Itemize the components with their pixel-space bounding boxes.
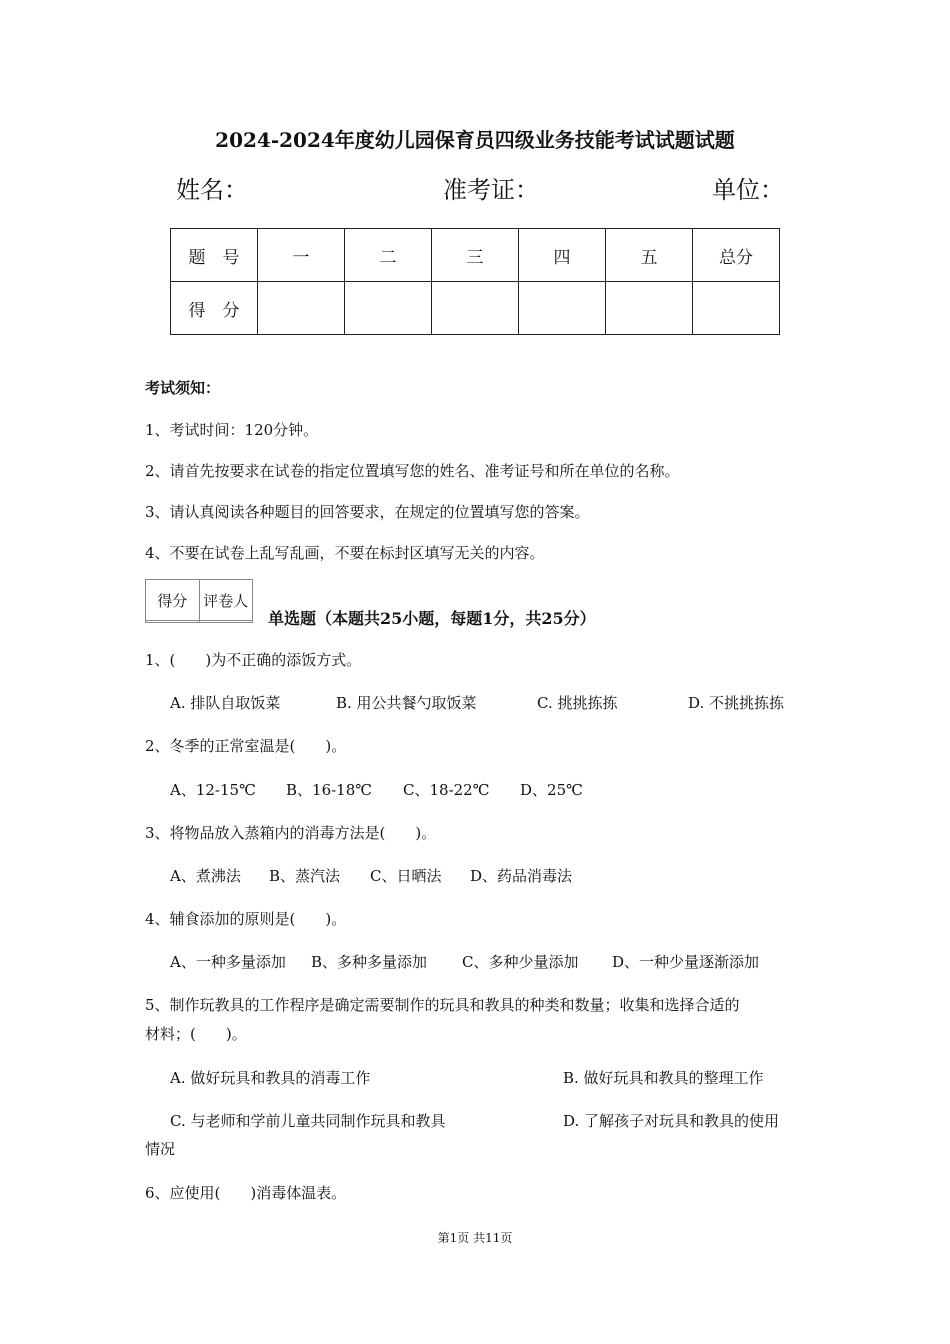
score-header-cell: 一: [258, 229, 345, 282]
note-item: 4、不要在试卷上乱写乱画，不要在标封区填写无关的内容。: [145, 544, 545, 562]
score-cell: [432, 282, 519, 335]
question-option: A. 做好玩具和教具的消毒工作: [170, 1069, 371, 1087]
question-stem: 2、冬季的正常室温是( )。: [145, 737, 347, 755]
grader-name-label: 评卷人: [199, 580, 253, 621]
question-option: B、蒸汽法: [269, 867, 341, 885]
question-option: B、多种多量添加: [311, 953, 428, 971]
exam-id-label: 准考证：: [443, 176, 539, 204]
question-option: D、一种少量逐渐添加: [612, 953, 760, 971]
question-option: C. 与老师和学前儿童共同制作玩具和教具: [170, 1112, 446, 1130]
score-header-cell: 五: [606, 229, 693, 282]
score-cell: [345, 282, 432, 335]
question-option: C、18-22℃: [403, 781, 490, 799]
question-option: A、煮沸法: [170, 867, 241, 885]
question-stem: 1、( )为不正确的添饭方式。: [145, 651, 362, 669]
section-title: 单选题（本题共25小题，每题1分，共25分）: [268, 609, 596, 628]
name-label: 姓名：: [176, 176, 248, 204]
unit-label: 单位：: [712, 176, 784, 204]
question-option: D、药品消毒法: [470, 867, 573, 885]
score-cell: [519, 282, 606, 335]
question-option: D、25℃: [520, 781, 583, 799]
score-cell: [693, 282, 780, 335]
question-option: B. 用公共餐勺取饭菜: [336, 694, 477, 712]
question-option: A、一种多量添加: [170, 953, 286, 971]
question-stem: 3、将物品放入蒸箱内的消毒方法是( )。: [145, 824, 437, 842]
score-row-label: 得 分: [171, 282, 258, 335]
question-option: B. 做好玩具和教具的整理工作: [563, 1069, 764, 1087]
grader-score-cell: [146, 621, 200, 623]
score-table: [170, 228, 780, 335]
question-option: B、16-18℃: [286, 781, 373, 799]
grader-score-label: 得分: [146, 580, 200, 621]
question-option: A. 排队自取饭菜: [170, 694, 281, 712]
question-option: D. 不挑挑拣拣: [688, 694, 785, 712]
note-item: 1、考试时间：120分钟。: [145, 421, 319, 439]
score-cell: [606, 282, 693, 335]
score-header-cell: 四: [519, 229, 606, 282]
question-stem-continued: 材料；( )。: [145, 1025, 247, 1043]
grader-name-cell: [199, 621, 253, 623]
score-header-cell: 三: [432, 229, 519, 282]
notes-heading: 考试须知：: [145, 379, 221, 397]
question-option-continued: 情况: [145, 1140, 176, 1158]
question-option: D. 了解孩子对玩具和教具的使用: [563, 1112, 780, 1130]
score-header-cell: 总分: [693, 229, 780, 282]
page-number: 第1页 共11页: [437, 1231, 513, 1245]
question-option: C、多种少量添加: [462, 953, 579, 971]
score-header-cell: 题 号: [171, 229, 258, 282]
question-option: A、12-15℃: [170, 781, 256, 799]
score-table-header-row: [171, 229, 780, 282]
grader-box: [145, 579, 253, 623]
question-stem: 4、辅食添加的原则是( )。: [145, 910, 347, 928]
note-item: 2、请首先按要求在试卷的指定位置填写您的姓名、准考证号和所在单位的名称。: [145, 462, 680, 480]
question-option: C、日晒法: [370, 867, 442, 885]
score-cell: [258, 282, 345, 335]
question-stem: 5、制作玩教具的工作程序是确定需要制作的玩具和教具的种类和数量；收集和选择合适的: [145, 996, 740, 1014]
score-table-score-row: [171, 282, 780, 335]
question-option: C. 挑挑拣拣: [537, 694, 618, 712]
score-header-cell: 二: [345, 229, 432, 282]
page-title: 2024-2024年度幼儿园保育员四级业务技能考试试题试题: [215, 128, 735, 152]
question-stem: 6、应使用( )消毒体温表。: [145, 1184, 347, 1202]
note-item: 3、请认真阅读各种题目的回答要求，在规定的位置填写您的答案。: [145, 503, 590, 521]
